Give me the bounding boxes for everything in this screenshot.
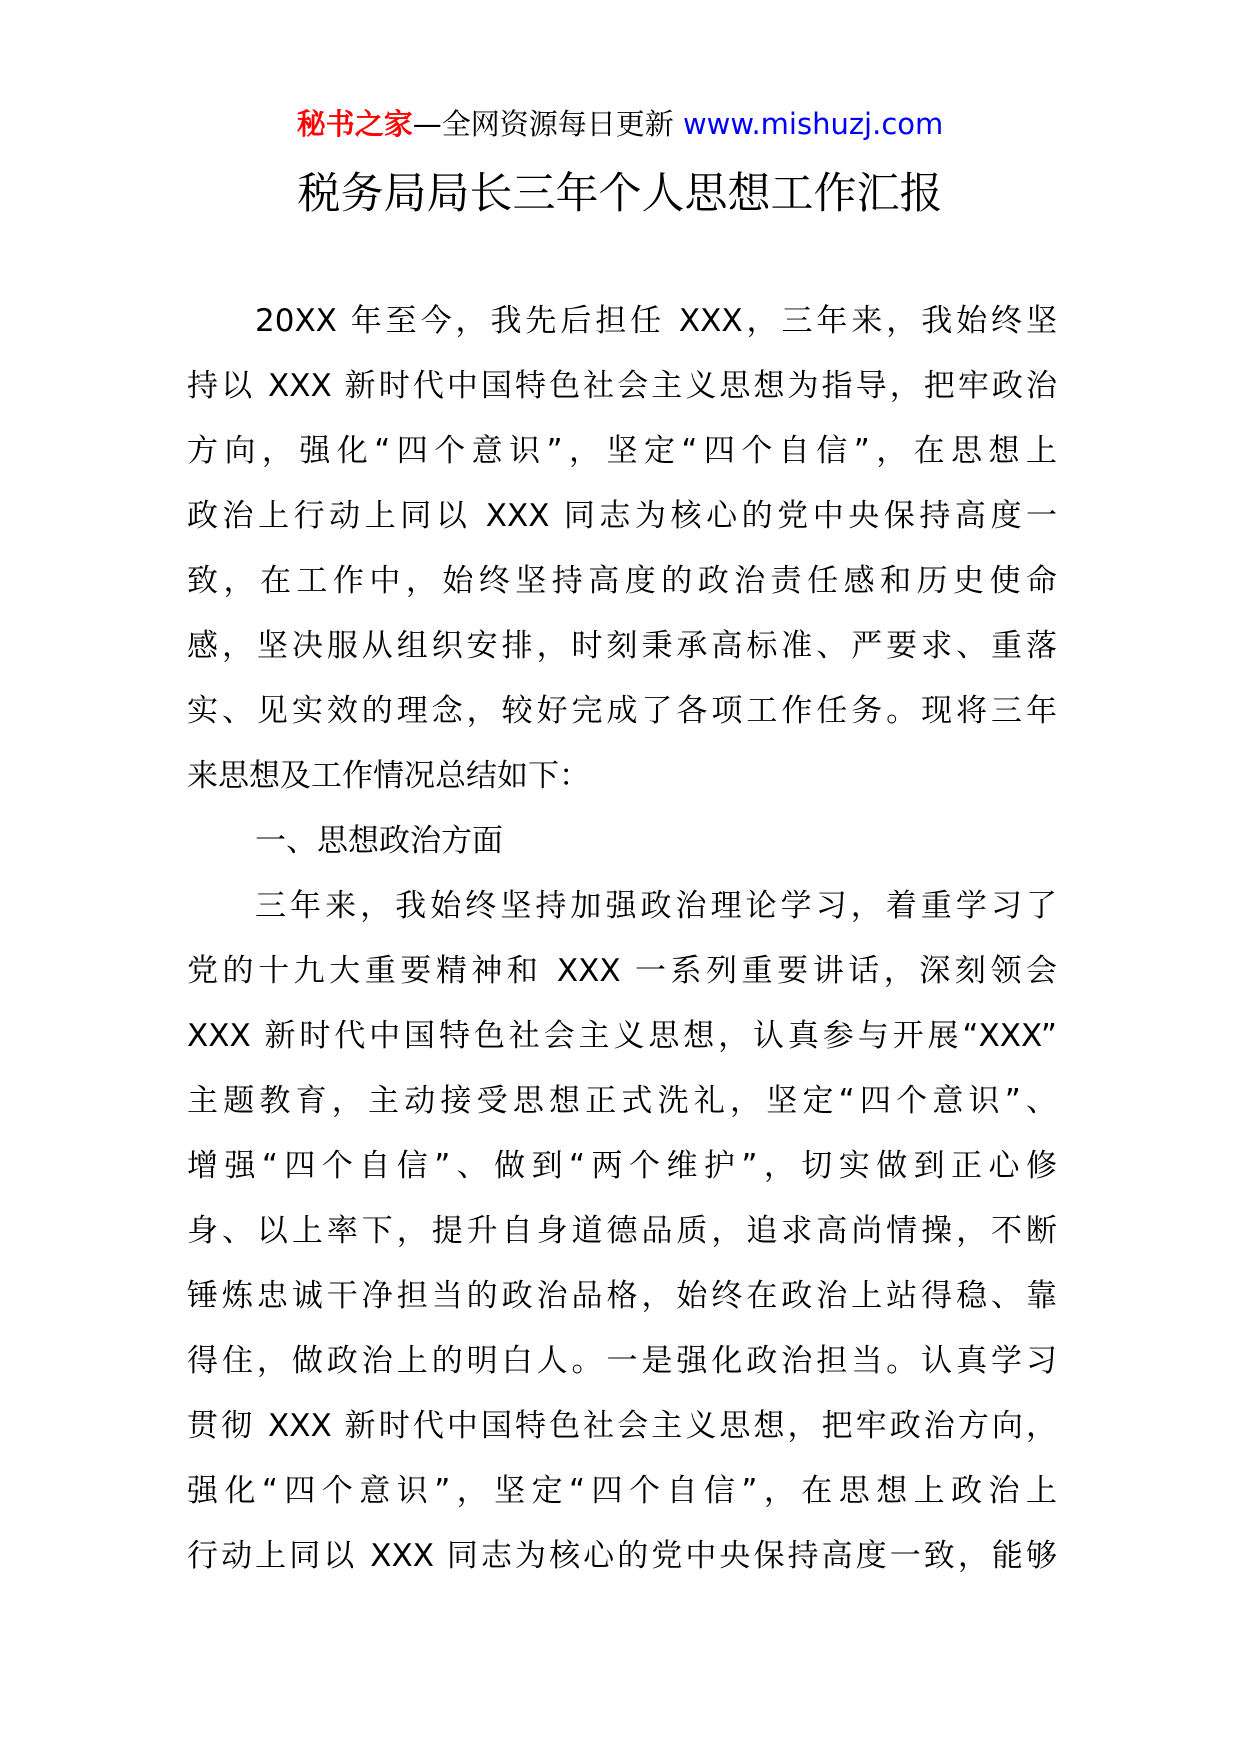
paragraph-line: 方向，强化“四个意识”，坚定“四个自信”，在思想上	[187, 433, 1057, 469]
paragraph-line: 致，在工作中，始终坚持高度的政治责任感和历史使命	[187, 563, 1057, 599]
paragraph-line: 贯彻 XXX 新时代中国特色社会主义思想，把牢政治方向，	[187, 1408, 1057, 1444]
document-body	[187, 289, 1057, 1589]
paragraph-line: 行动上同以 XXX 同志为核心的党中央保持高度一致，能够	[187, 1538, 1057, 1574]
paragraph-line: 锤炼忠诚干净担当的政治品格，始终在政治上站得稳、靠	[187, 1278, 1057, 1314]
section-heading: 一、思想政治方面	[255, 823, 503, 859]
paragraph-line: 增强“四个自信”、做到“两个维护”，切实做到正心修	[187, 1148, 1057, 1184]
paragraph-line: 党的十九大重要精神和 XXX 一系列重要讲话，深刻领会	[187, 953, 1057, 989]
paragraph-line: 得住，做政治上的明白人。一是强化政治担当。认真学习	[187, 1343, 1057, 1379]
paragraph-line: 实、见实效的理念，较好完成了各项工作任务。现将三年	[187, 693, 1057, 729]
paragraph-line: 感，坚决服从组织安排，时刻秉承高标准、严要求、重落	[187, 628, 1057, 664]
document-title: 税务局局长三年个人思想工作汇报	[297, 169, 943, 219]
paragraph-line: 身、以上率下，提升自身道德品质，追求高尚情操，不断	[187, 1213, 1057, 1249]
brand-slogan: —全网资源每日更新	[412, 107, 674, 141]
paragraph-line: 20XX 年至今，我先后担任 XXX，三年来，我始终坚	[255, 303, 1057, 339]
paragraph-line: XXX 新时代中国特色社会主义思想，认真参与开展“XXX”	[187, 1018, 1057, 1054]
paragraph-line: 来思想及工作情况总结如下：	[187, 758, 590, 794]
paragraph-line: 强化“四个意识”，坚定“四个自信”，在思想上政治上	[187, 1473, 1057, 1509]
paragraph-line: 持以 XXX 新时代中国特色社会主义思想为指导，把牢政治	[187, 368, 1057, 404]
site-watermark-header	[0, 104, 1240, 144]
paragraph-line: 三年来，我始终坚持加强政治理论学习，着重学习了	[255, 888, 1057, 924]
site-url-link[interactable]: www.mishuzj.com	[682, 107, 944, 141]
paragraph-line: 政治上行动上同以 XXX 同志为核心的党中央保持高度一	[187, 498, 1057, 534]
paragraph-line: 主题教育，主动接受思想正式洗礼，坚定“四个意识”、	[187, 1083, 1057, 1119]
brand-name: 秘书之家	[296, 107, 413, 141]
